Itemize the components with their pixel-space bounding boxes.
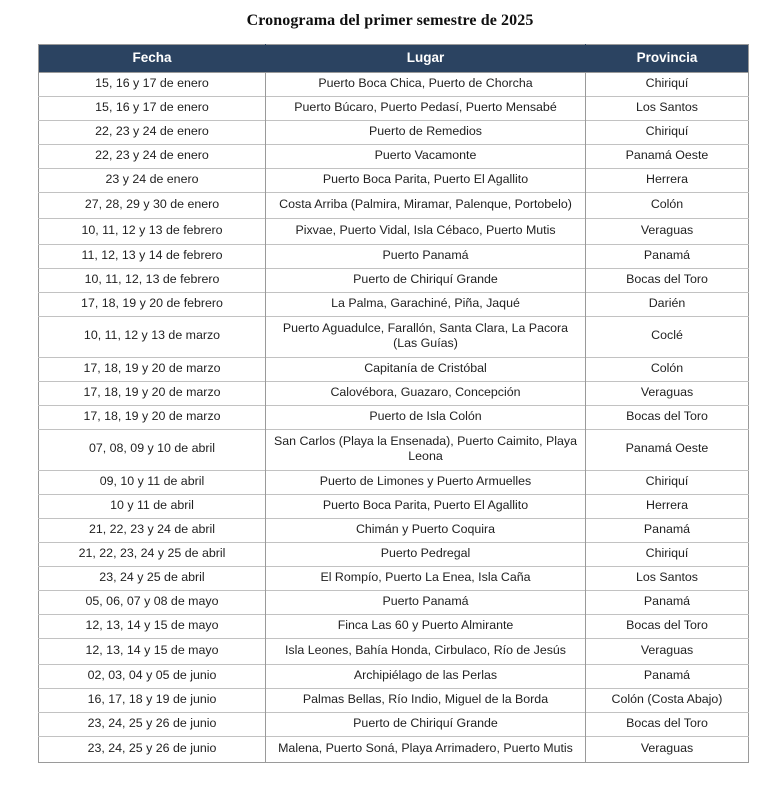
table-cell-fecha: 17, 18, 19 y 20 de marzo [39, 381, 266, 405]
table-row [39, 494, 749, 518]
table-cell-fecha: 09, 10 y 11 de abril [39, 470, 266, 494]
table-row [39, 736, 749, 762]
table-cell-provincia: Los Santos [586, 96, 749, 120]
table-cell-lugar: San Carlos (Playa la Ensenada), Puerto Caimito, Playa Leona [266, 429, 586, 470]
table-cell-lugar: Puerto Búcaro, Puerto Pedasí, Puerto Mensabé [266, 96, 586, 120]
table-cell-lugar: La Palma, Garachiné, Piña, Jaqué [266, 292, 586, 316]
table-row [39, 357, 749, 381]
table-cell-lugar: Puerto de Remedios [266, 120, 586, 144]
table-cell-provincia: Veraguas [586, 638, 749, 664]
table-cell-provincia: Colón (Costa Abajo) [586, 688, 749, 712]
table-cell-lugar: Puerto Boca Chica, Puerto de Chorcha [266, 72, 586, 96]
table-cell-lugar: Capitanía de Cristóbal [266, 357, 586, 381]
table-cell-provincia: Chiriquí [645, 75, 689, 90]
table-cell-lugar: Puerto Pedregal [266, 542, 586, 566]
table-cell-lugar: Puerto de Chiriquí Grande [266, 712, 586, 736]
table-cell-lugar: Costa Arriba (Palmira, Miramar, Palenque, Portobelo) [266, 192, 586, 218]
table-cell-fecha: 21, 22, 23, 24 y 25 de abril [39, 542, 266, 566]
table-header [39, 45, 749, 73]
table-cell-provincia: Bocas del Toro [586, 405, 749, 429]
table-cell-lugar: Puerto de Chiriquí Grande [266, 268, 586, 292]
table-row [39, 218, 749, 244]
table-cell-fecha: 23 y 24 de enero [39, 168, 266, 192]
table-row [39, 470, 749, 494]
table-row [39, 566, 749, 590]
table-row [39, 542, 749, 566]
table-cell-provincia: Panamá Oeste [586, 429, 749, 470]
table-cell-provincia: Chiriquí [586, 542, 749, 566]
table-cell-provincia: Veraguas [586, 736, 749, 762]
table-row [39, 292, 749, 316]
table-row [39, 712, 749, 736]
table-row [39, 244, 749, 268]
table-row [39, 268, 749, 292]
table-cell-fecha: 22, 23 y 24 de enero [39, 144, 266, 168]
table-cell-fecha: 27, 28, 29 y 30 de enero [39, 192, 266, 218]
table-cell-fecha: 10 y 11 de abril [39, 494, 266, 518]
table-cell-provincia: Herrera [586, 168, 749, 192]
table-cell-provincia: Veraguas [586, 218, 749, 244]
table-cell-fecha: 12, 13, 14 y 15 de mayo [39, 638, 266, 664]
table-row [39, 405, 749, 429]
schedule-table [38, 44, 749, 763]
table-row [39, 316, 749, 357]
table-row [39, 144, 749, 168]
table-cell-fecha: 12, 13, 14 y 15 de mayo [39, 614, 266, 638]
table-cell-fecha: 17, 18, 19 y 20 de marzo [39, 405, 266, 429]
table-row [39, 518, 749, 542]
table-cell-fecha: 10, 11, 12 y 13 de marzo [39, 316, 266, 357]
column-header-lugar: Lugar [266, 45, 586, 73]
table-cell-fecha: 17, 18, 19 y 20 de febrero [39, 292, 266, 316]
table-row [39, 168, 749, 192]
table-cell-provincia: Bocas del Toro [586, 614, 749, 638]
table-cell-provincia: Panamá Oeste [586, 144, 749, 168]
table-cell-provincia: Colón [586, 192, 749, 218]
table-cell-provincia: Panamá [586, 244, 749, 268]
table-row [39, 120, 749, 144]
table-cell-fecha: 23, 24 y 25 de abril [39, 566, 266, 590]
table-row [39, 590, 749, 614]
table-cell-provincia: Chiriquí [586, 120, 749, 144]
table-cell-lugar: Puerto Panamá [266, 590, 586, 614]
table-cell-fecha: 16, 17, 18 y 19 de junio [39, 688, 266, 712]
table-cell-provincia: Panamá [586, 590, 749, 614]
table-cell-lugar: El Rompío, Puerto La Enea, Isla Caña [266, 566, 586, 590]
table-cell-provincia: Coclé [586, 316, 749, 357]
table-cell-fecha: 23, 24, 25 y 26 de junio [39, 712, 266, 736]
table-cell-provincia: Bocas del Toro [586, 712, 749, 736]
table-cell-provincia: Chiriquí [586, 470, 749, 494]
page-title: Cronograma del primer semestre de 2025 [246, 12, 534, 29]
table-cell-provincia: Bocas del Toro [586, 268, 749, 292]
table-cell-lugar: Puerto Boca Parita, Puerto El Agallito [266, 168, 586, 192]
table-cell-fecha: 11, 12, 13 y 14 de febrero [39, 244, 266, 268]
table-cell-fecha: 02, 03, 04 y 05 de junio [39, 664, 266, 688]
table-cell-lugar: Puerto Panamá [266, 244, 586, 268]
table-cell-lugar: Archipiélago de las Perlas [266, 664, 586, 688]
table-cell-provincia: Darién [586, 292, 749, 316]
table-cell-fecha: 21, 22, 23 y 24 de abril [39, 518, 266, 542]
table-cell-lugar: Puerto de Limones y Puerto Armuelles [266, 470, 586, 494]
table-row [39, 96, 749, 120]
table-cell-lugar: Puerto Boca Parita, Puerto El Agallito [266, 494, 586, 518]
table-cell-lugar: Chimán y Puerto Coquira [266, 518, 586, 542]
table-cell-provincia: Veraguas [586, 381, 749, 405]
table-row [39, 614, 749, 638]
table-cell-fecha: 10, 11, 12 y 13 de febrero [39, 218, 266, 244]
table-header-row [39, 45, 749, 73]
table-cell-lugar: Malena, Puerto Soná, Playa Arrimadero, Puerto Mutis [266, 736, 586, 762]
table-cell-fecha: 15, 16 y 17 de enero [39, 72, 266, 96]
table-cell-provincia: Herrera [586, 494, 749, 518]
table-cell-fecha: 07, 08, 09 y 10 de abril [39, 429, 266, 470]
table-cell-fecha: 05, 06, 07 y 08 de mayo [39, 590, 266, 614]
column-header-provincia: Provincia [586, 45, 749, 73]
table-cell-fecha: 10, 11, 12, 13 de febrero [39, 268, 266, 292]
table-cell-lugar: Puerto Vacamonte [266, 144, 586, 168]
schedule-table-container [38, 44, 748, 763]
table-cell-provincia: Panamá [586, 518, 749, 542]
table-row [39, 688, 749, 712]
table-cell-lugar: Pixvae, Puerto Vidal, Isla Cébaco, Puerto Mutis [266, 218, 586, 244]
table-cell-provincia: Panamá [586, 664, 749, 688]
table-row [39, 664, 749, 688]
table-row [39, 381, 749, 405]
table-cell-lugar: Palmas Bellas, Río Indio, Miguel de la Borda [266, 688, 586, 712]
table-cell-provincia: Colón [586, 357, 749, 381]
table-cell-provincia: Los Santos [586, 566, 749, 590]
table-cell-fecha: 15, 16 y 17 de enero [39, 96, 266, 120]
table-row [39, 72, 749, 96]
table-cell-lugar: Puerto Aguadulce, Farallón, Santa Clara, La Pacora (Las Guías) [266, 316, 586, 357]
table-body [39, 72, 749, 762]
table-cell-fecha: 23, 24, 25 y 26 de junio [39, 736, 266, 762]
table-cell-lugar: Isla Leones, Bahía Honda, Cirbulaco, Río de Jesús [266, 638, 586, 664]
table-row [39, 429, 749, 470]
table-row [39, 192, 749, 218]
table-cell-lugar: Finca Las 60 y Puerto Almirante [266, 614, 586, 638]
table-cell-lugar: Calovébora, Guazaro, Concepción [266, 381, 586, 405]
table-cell-fecha: 17, 18, 19 y 20 de marzo [39, 357, 266, 381]
table-row [39, 638, 749, 664]
table-cell-fecha: 22, 23 y 24 de enero [39, 120, 266, 144]
column-header-fecha: Fecha [39, 45, 266, 73]
table-cell-lugar: Puerto de Isla Colón [266, 405, 586, 429]
